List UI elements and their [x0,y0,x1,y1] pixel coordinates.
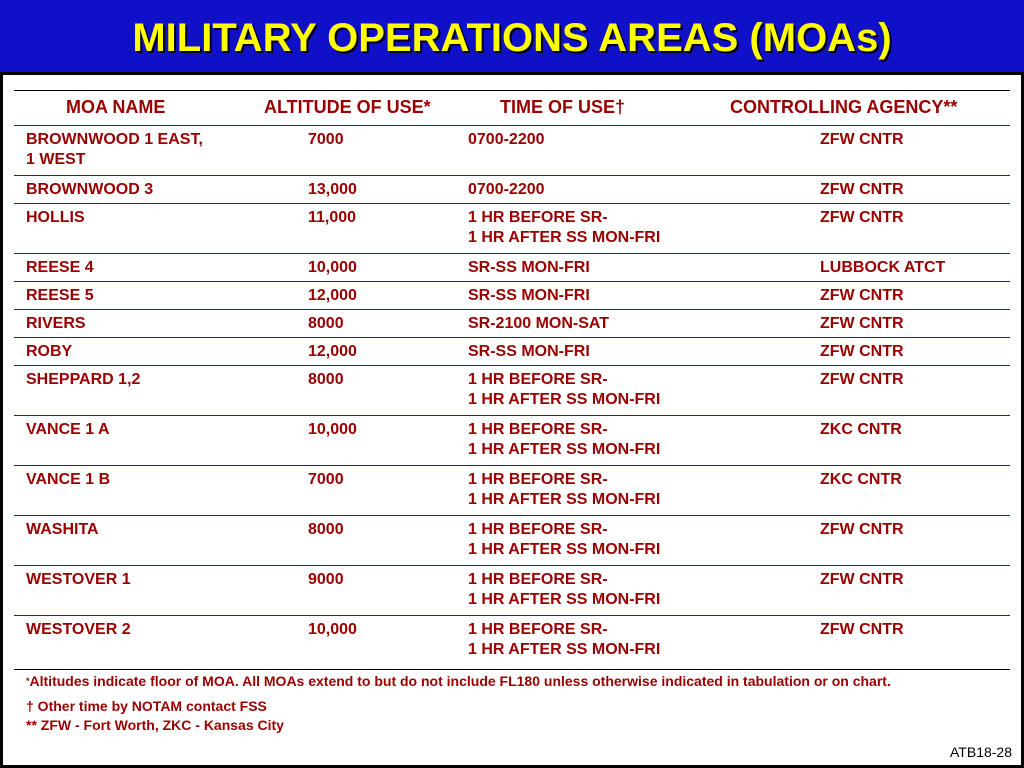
cell-moa-name: WASHITA [26,521,99,538]
cell-altitude: 11,000 [308,209,357,226]
cell-altitude: 12,000 [308,343,357,360]
table-row [14,415,1010,465]
cell-moa-name: VANCE 1 B [26,471,111,488]
title-bar [0,0,1024,75]
table-row [14,337,1010,365]
table-row [14,175,1010,203]
table-row [14,203,1010,253]
cell-time: 1 HR BEFORE SR- 1 HR AFTER SS MON-FRI [468,471,661,508]
cell-agency: LUBBOCK ATCT [820,259,946,276]
cell-time: 1 HR BEFORE SR- 1 HR AFTER SS MON-FRI [468,621,661,658]
cell-altitude: 7000 [308,471,344,488]
cell-time: 1 HR BEFORE SR- 1 HR AFTER SS MON-FRI [468,571,661,608]
cell-time: 1 HR BEFORE SR- 1 HR AFTER SS MON-FRI [468,371,661,408]
table-row [14,365,1010,415]
cell-agency: ZFW CNTR [820,521,904,538]
cell-agency: ZFW CNTR [820,131,904,148]
slide-id: ATB18-28 [950,744,1012,760]
cell-time: SR-2100 MON-SAT [468,315,610,332]
cell-moa-name: HOLLIS [26,209,85,226]
cell-altitude: 12,000 [308,287,357,304]
header-time: TIME OF USE† [500,97,626,117]
cell-moa-name: BROWNWOOD 1 EAST, 1 WEST [26,131,203,168]
table-header [14,94,1010,122]
table-row [14,515,1010,565]
cell-moa-name: REESE 5 [26,287,94,304]
cell-agency: ZFW CNTR [820,287,904,304]
cell-agency: ZFW CNTR [820,343,904,360]
cell-moa-name: ROBY [26,343,73,360]
cell-agency: ZFW CNTR [820,571,904,588]
cell-moa-name: WESTOVER 2 [26,621,131,638]
cell-time: 0700-2200 [468,181,545,198]
table-row [14,615,1010,665]
cell-moa-name: SHEPPARD 1,2 [26,371,141,388]
cell-agency: ZKC CNTR [820,421,902,438]
table-row [14,281,1010,309]
header-altitude: ALTITUDE OF USE* [264,97,431,117]
cell-time: SR-SS MON-FRI [468,287,590,304]
cell-agency: ZFW CNTR [820,621,904,638]
cell-agency: ZFW CNTR [820,371,904,388]
cell-altitude: 8000 [308,521,344,538]
header-agency: CONTROLLING AGENCY** [730,97,958,117]
footnotes [26,670,1006,734]
cell-altitude: 7000 [308,131,344,148]
table-row [14,309,1010,337]
cell-time: 1 HR BEFORE SR- 1 HR AFTER SS MON-FRI [468,209,661,246]
cell-moa-name: REESE 4 [26,259,94,276]
table-row [14,565,1010,615]
footnote-agency: ** ZFW - Fort Worth, ZKC - Kansas City [26,717,284,733]
cell-time: 1 HR BEFORE SR- 1 HR AFTER SS MON-FRI [468,521,661,558]
cell-time: SR-SS MON-FRI [468,343,590,360]
cell-altitude: 13,000 [308,181,357,198]
cell-moa-name: RIVERS [26,315,86,332]
table-row [14,253,1010,281]
cell-moa-name: BROWNWOOD 3 [26,181,154,198]
cell-altitude: 9000 [308,571,344,588]
cell-altitude: 8000 [308,371,344,388]
cell-time: 0700-2200 [468,131,545,148]
cell-altitude: 10,000 [308,421,357,438]
table-body [14,125,1010,665]
cell-moa-name: VANCE 1 A [26,421,110,438]
footnote-asterisk: * [26,676,30,686]
cell-agency: ZFW CNTR [820,181,904,198]
cell-altitude: 10,000 [308,259,357,276]
cell-altitude: 10,000 [308,621,357,638]
footnote-altitude [26,670,1006,692]
footnote-time: † Other time by NOTAM contact FSS [26,698,267,714]
cell-altitude: 8000 [308,315,344,332]
footnote-altitude-text: Altitudes indicate floor of MOA. All MOAs extend to but do not include FL180 unless otherwise indicated in tabulation or on chart. [29,673,891,689]
cell-time: SR-SS MON-FRI [468,259,590,276]
cell-agency: ZFW CNTR [820,315,904,332]
table-row [14,465,1010,515]
cell-agency: ZFW CNTR [820,209,904,226]
cell-moa-name: WESTOVER 1 [26,571,131,588]
slide-title: MILITARY OPERATIONS AREAS (MOAs) [132,16,892,60]
cell-agency: ZKC CNTR [820,471,902,488]
table-row [14,125,1010,175]
header-moa-name: MOA NAME [66,97,166,117]
cell-time: 1 HR BEFORE SR- 1 HR AFTER SS MON-FRI [468,421,661,458]
